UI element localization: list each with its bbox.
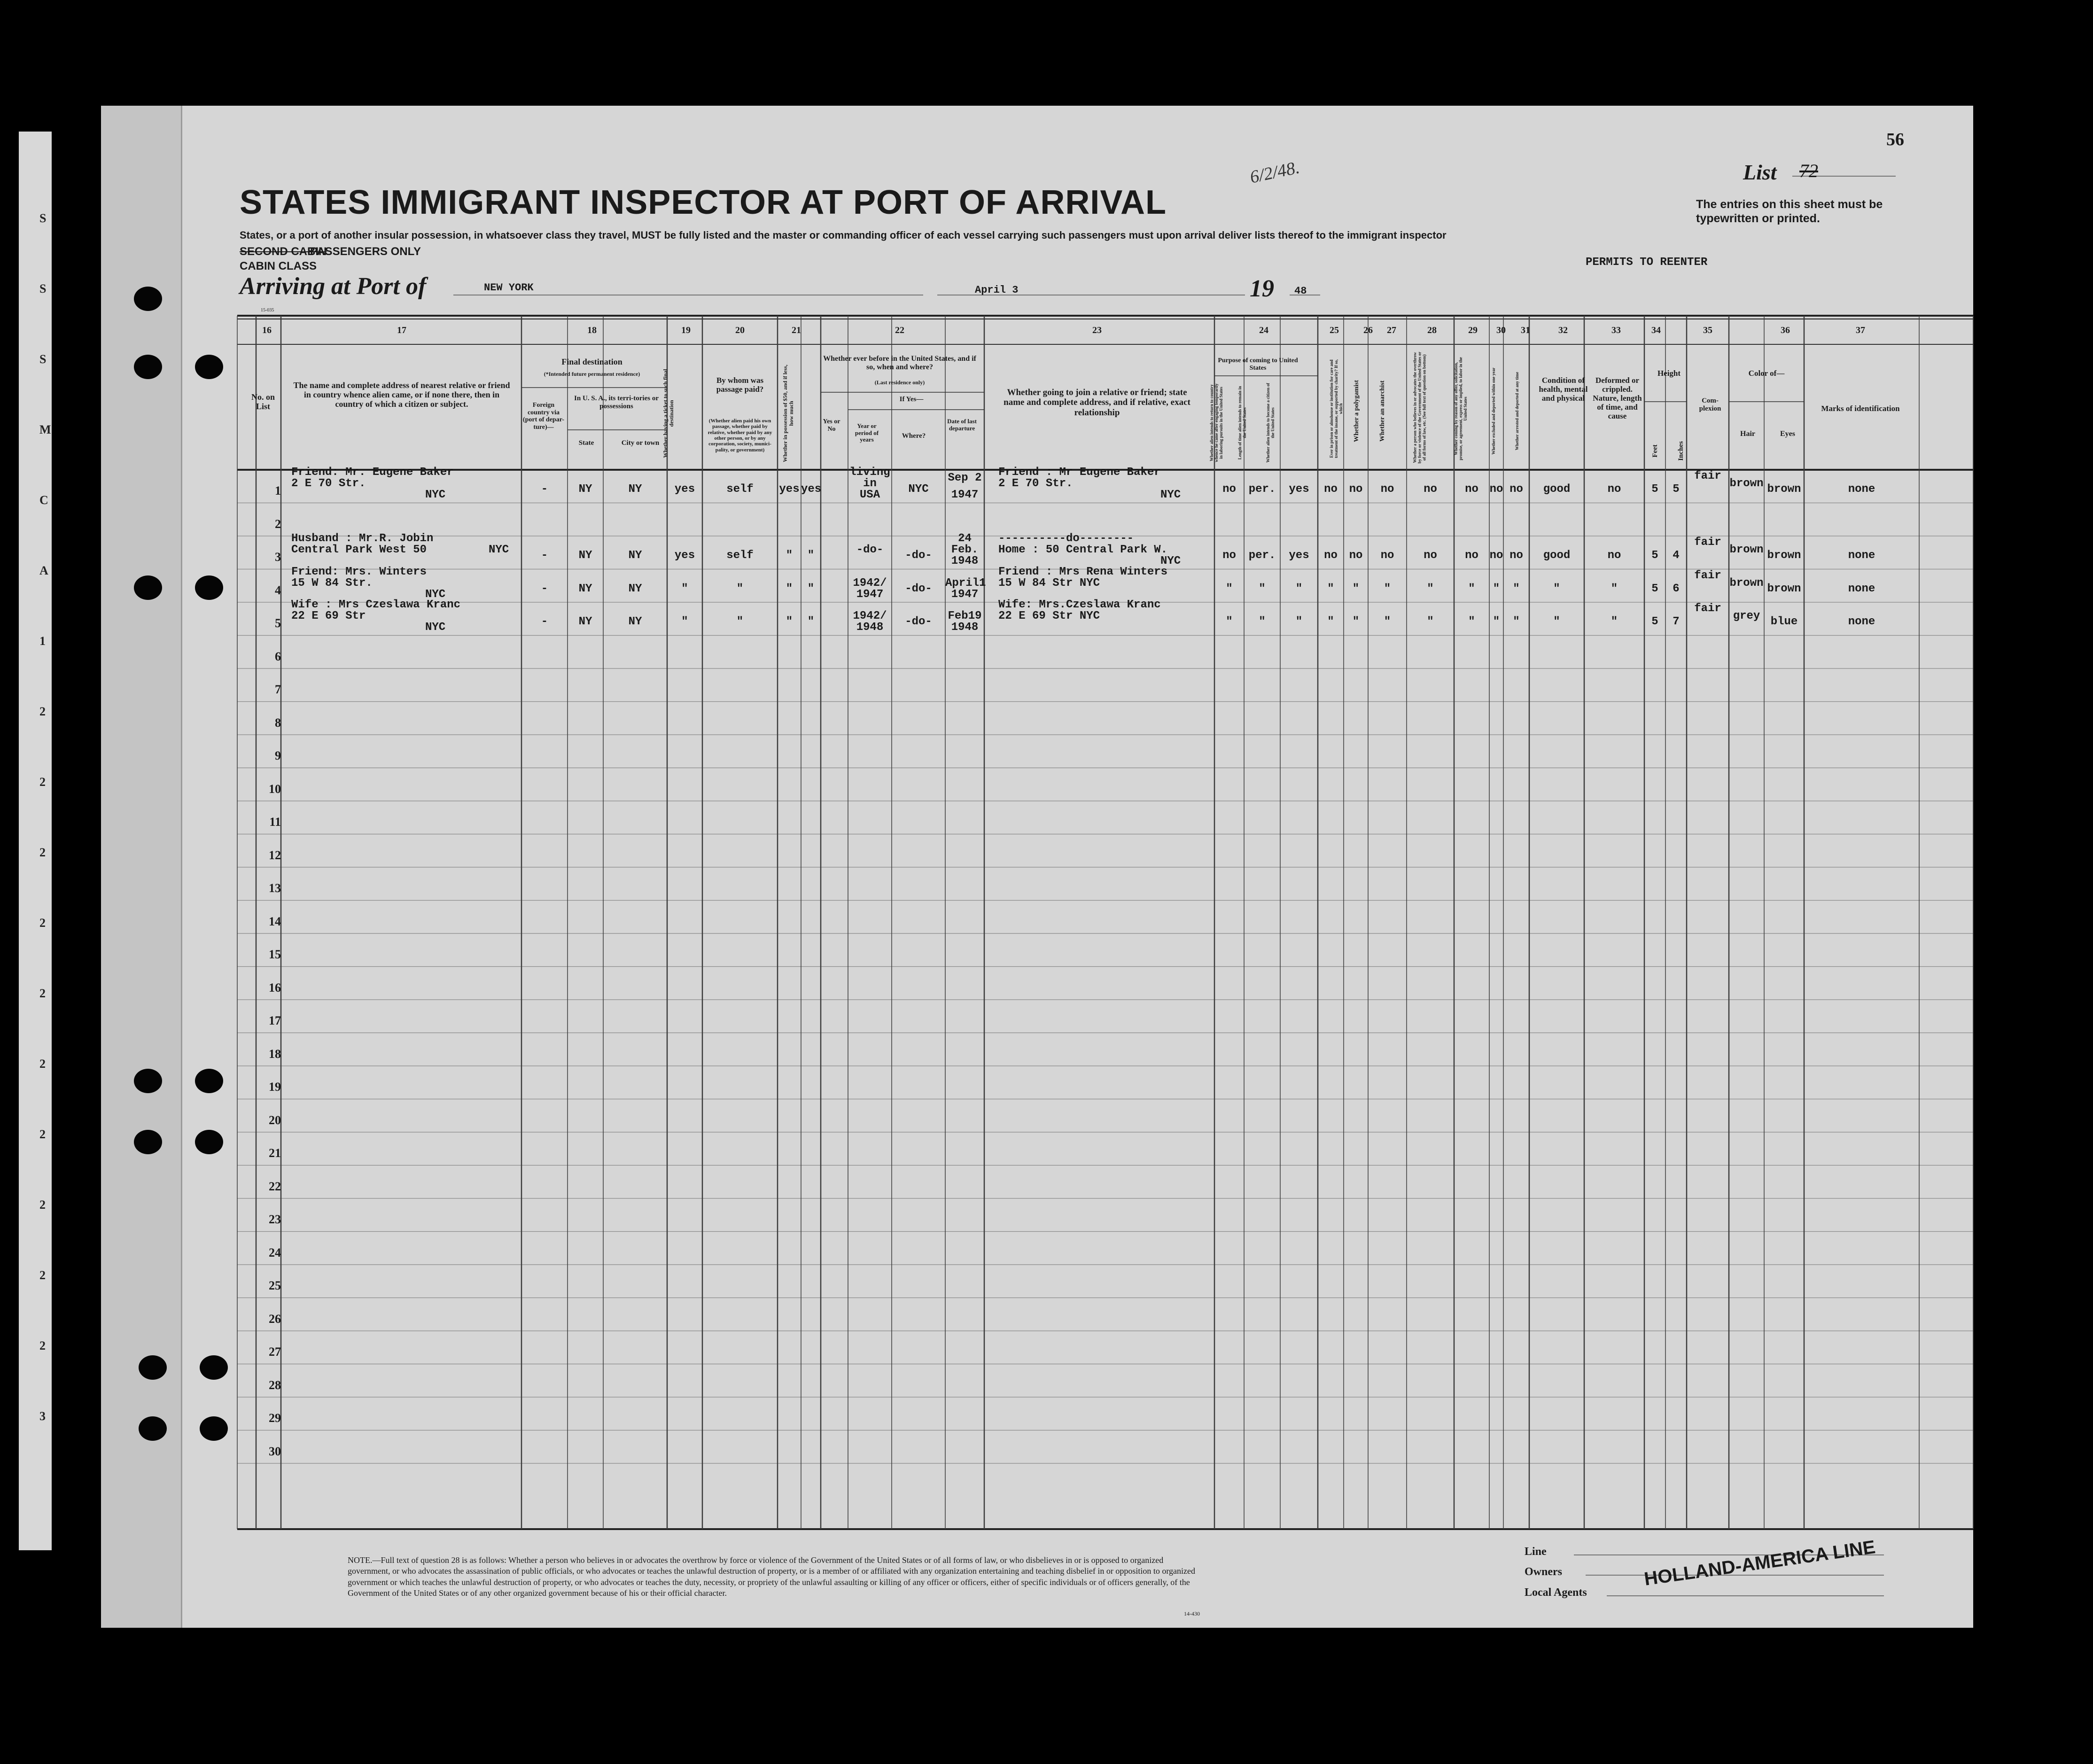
cell-length: "	[1259, 615, 1266, 628]
cell-deformed: no	[1607, 483, 1621, 496]
row-number: 13	[269, 881, 281, 895]
column-number: 36	[1781, 325, 1790, 335]
column-number: 31	[1521, 325, 1530, 335]
cell-rel_line2: 15 W 84 Str.	[291, 576, 373, 590]
cell-paid: self	[726, 549, 754, 562]
cell-join_l2: Home : 50 Central Park W.	[998, 544, 1168, 556]
cell-deformed: "	[1611, 582, 1618, 595]
cell-polyg: "	[1352, 615, 1360, 628]
cell-join_l1: Friend : Mrs Rena Winters	[998, 565, 1168, 578]
cell-yesno: "	[807, 582, 815, 595]
row-number: 5	[275, 616, 281, 630]
cell-rel_line2: Central Park West 50	[291, 544, 427, 556]
cell-yesno: "	[807, 549, 815, 562]
cell-rel_line2: 22 E 69 Str	[291, 610, 366, 622]
cell-inches: 4	[1673, 549, 1680, 562]
header-money: Whether in possession of $50, and if less, how much	[782, 365, 795, 462]
cell-deported: "	[1513, 582, 1520, 595]
cell-rel_line1: Friend: Mr. Eugene Baker	[291, 466, 454, 479]
cell-hair: brown	[1729, 477, 1764, 490]
column-number: 28	[1427, 325, 1437, 335]
cell-health: good	[1543, 549, 1571, 562]
cell-years_l3: USA	[859, 489, 880, 501]
cell-citizen: "	[1295, 615, 1303, 628]
cell-prison: no	[1324, 549, 1338, 562]
column-number: 34	[1651, 325, 1661, 335]
cell-years_l1: living	[849, 466, 890, 479]
row-number: 14	[269, 914, 281, 928]
cell-where: NYC	[908, 483, 929, 496]
cell-deformed: "	[1611, 615, 1618, 628]
cell-excluded: no	[1489, 483, 1503, 496]
adjacent-page-char: 2	[39, 1198, 46, 1212]
row-number: 30	[269, 1444, 281, 1458]
cell-health: good	[1543, 483, 1571, 496]
row-number: 20	[269, 1113, 281, 1127]
class-line-struck: SECOND CABIN	[240, 245, 327, 258]
row-number: 29	[269, 1411, 281, 1425]
cell-excluded: "	[1493, 582, 1500, 595]
column-number: 27	[1387, 325, 1396, 335]
row-number: 6	[275, 649, 281, 663]
cell-date_l2: 1947	[951, 489, 979, 501]
cell-ticket: yes	[674, 483, 695, 496]
cell-years_l2: in	[863, 477, 877, 490]
cell-return: no	[1222, 549, 1236, 562]
header-passage-paid-note: (Whether alien paid his own passage, whether paid by relative, whether paid by any other person, or by any corporation, society, munici-pality, or government)	[708, 418, 772, 453]
header-if-yes: If Yes—	[899, 396, 924, 403]
header-foreign-country: Foreign country via (port of depar-ture)—	[522, 402, 565, 431]
cell-ticket: yes	[674, 549, 695, 562]
cell-complexion: fair	[1694, 602, 1721, 615]
row-number: 16	[269, 980, 281, 995]
holland-america-stamp: HOLLAND-AMERICA LINE	[1642, 1537, 1877, 1590]
header-height: Height	[1657, 369, 1681, 378]
cell-rel_line3: NYC	[425, 588, 446, 601]
cell-where: -do-	[905, 582, 932, 595]
year-suffix: 48	[1294, 285, 1307, 297]
cell-years_l1: 1942/	[853, 610, 887, 622]
cell-foreign: -	[541, 615, 548, 628]
header-date-departure: Date of last departure	[947, 418, 977, 432]
header-health: Condition of health, mental and physical	[1539, 376, 1588, 403]
header-where: Where?	[902, 432, 926, 440]
cell-join_l3: NYC	[1160, 555, 1181, 567]
row-number: 7	[275, 683, 281, 696]
header-anarchist: Whether an anarchist	[1379, 380, 1386, 442]
cell-join_l1: Friend : Mr Eugene Baker	[998, 466, 1161, 479]
cell-years_l1: 1942/	[853, 576, 887, 590]
column-number: 16	[262, 325, 272, 335]
cell-marks: none	[1848, 483, 1875, 496]
column-number: 19	[681, 325, 691, 335]
cell-ticket: "	[681, 582, 688, 595]
cell-prison: "	[1327, 615, 1334, 628]
adjacent-page-char: 2	[39, 916, 46, 930]
cell-date_l2: 1948	[951, 621, 979, 634]
cell-city: NY	[628, 549, 642, 562]
cell-prison: "	[1327, 582, 1334, 595]
row-number: 17	[269, 1014, 281, 1027]
cell-length: per.	[1248, 483, 1276, 496]
cell-join_l2: 22 E 69 Str NYC	[998, 610, 1100, 622]
adjacent-page-char: 2	[39, 705, 46, 718]
adjacent-page-char: 2	[39, 1268, 46, 1282]
header-purpose-citizen: Whether alien intends to become a citizen of the United States	[1266, 383, 1275, 463]
cell-deformed: no	[1607, 549, 1621, 562]
cell-foreign: -	[541, 549, 548, 562]
header-inches: Inches	[1677, 441, 1685, 461]
cell-foreign: -	[541, 483, 548, 496]
cell-return: "	[1226, 615, 1233, 628]
cell-feet: 5	[1651, 549, 1658, 562]
row-number: 26	[269, 1312, 281, 1326]
cell-date_l1: Sep 2	[948, 472, 982, 484]
row-number: 21	[269, 1146, 281, 1160]
cell-state: NY	[578, 483, 592, 496]
cell-rel_line1: Friend: Mrs. Winters	[291, 565, 427, 578]
row-number: 19	[269, 1080, 281, 1094]
arrival-date: April 3	[975, 284, 1019, 296]
column-number: 17	[397, 325, 406, 335]
row-number: 24	[269, 1245, 281, 1259]
header-state: State	[578, 439, 594, 447]
row-number: 25	[269, 1279, 281, 1292]
cell-eyes: brown	[1767, 582, 1801, 595]
column-number: 23	[1092, 325, 1102, 335]
cell-excluded: no	[1489, 549, 1503, 562]
cell-anarch: no	[1380, 549, 1394, 562]
column-number: 18	[587, 325, 597, 335]
footnote-question-28: NOTE.—Full text of question 28 is as follows: Whether a person who believes in or advocates the overthrow by force or violence of the Government of the United States or of all forms of law, or who disbelieves in or is opposed to organized government, or who advocates the assassination of public officials, or who advocates or teaches the unlawful destruction of property, or is a member of or affiliated with any organization entertaining and teaching disbelief in or opposition to organized government or which teaches the unlawful destruction of property, or who advocates or teaches the duty, necessity, or propriety of the unlawful assaulting or killing of any officer or officers, either of specific individuals or of officers generally, of the Government of the United States or of any other organized government because of his or their official character.	[348, 1555, 1195, 1598]
agents-label: Local Agents	[1525, 1586, 1587, 1599]
header-deported: Whether arrested and deported at any time	[1515, 372, 1519, 451]
row-number: 8	[275, 715, 281, 730]
instruction-line: States, or a port of another insular possession, in whatsoever class they travel, MUST be fully listed and the master or commanding officer of each vessel carrying such passengers must upon arrival deliver lists thereof to the immigrant inspector	[240, 229, 1447, 241]
column-number: 21	[792, 325, 801, 335]
header-prison: Ever in prison or almshouse or institution for care and treatment of the insane, or supported by charity? If so, which	[1329, 359, 1343, 458]
cell-deported: no	[1509, 549, 1523, 562]
header-no-on-list: No. on List	[251, 392, 275, 412]
cell-anarch: "	[1384, 582, 1391, 595]
cell-polyg: no	[1349, 549, 1363, 562]
owners-label: Owners	[1525, 1566, 1562, 1578]
column-number: 35	[1703, 325, 1712, 335]
cell-city: NY	[628, 582, 642, 595]
row-number: 11	[269, 815, 281, 829]
cell-date_l1: April1	[945, 576, 986, 590]
cell-citizen: "	[1295, 582, 1303, 595]
header-complexion: Com-plexion	[1699, 397, 1721, 412]
cell-marks: none	[1848, 582, 1875, 595]
cell-ticket: "	[681, 615, 688, 628]
header-marks: Marks of identification	[1821, 404, 1900, 413]
cell-years_l2: 1948	[856, 621, 884, 634]
column-number: 32	[1558, 325, 1568, 335]
form-code: 15-035	[261, 308, 274, 313]
cell-years_l2: 1947	[856, 588, 884, 601]
cell-offer: no	[1465, 483, 1478, 496]
cell-join_l1: ----------do--------	[998, 532, 1134, 545]
cell-overthrow: "	[1427, 615, 1434, 628]
cell-polyg: no	[1349, 483, 1363, 496]
header-feet: Feet	[1651, 444, 1659, 458]
cell-overthrow: no	[1424, 483, 1437, 496]
cell-excluded: "	[1493, 615, 1500, 628]
cell-inches: 6	[1673, 582, 1680, 595]
header-excluded: Whether excluded and deported within one year	[1491, 367, 1496, 455]
entries-note: The entries on this sheet must be typewritten or printed.	[1696, 198, 1883, 225]
class-line: PASSENGERS ONLY	[310, 245, 421, 258]
cell-offer: "	[1468, 582, 1475, 595]
cell-join_l3: NYC	[1160, 489, 1181, 501]
cell-join_l1: Wife: Mrs.Czeslawa Kranc	[998, 598, 1161, 611]
cell-rel_line3: NYC	[425, 621, 446, 634]
cell-return: no	[1222, 483, 1236, 496]
cell-state: NY	[578, 549, 592, 562]
header-final-destination-note: (*Intended future permanent residence)	[544, 371, 640, 377]
column-number: 20	[735, 325, 745, 335]
cell-deported: no	[1509, 483, 1523, 496]
cell-paid: "	[736, 615, 744, 628]
line-label: Line	[1525, 1546, 1547, 1558]
column-number: 25	[1330, 325, 1339, 335]
cell-join_l2: 2 E 70 Str.	[998, 477, 1073, 490]
adjacent-page-char: 1	[39, 634, 46, 648]
cell-return: "	[1226, 582, 1233, 595]
handwritten-date: 6/2/48.	[1248, 157, 1301, 187]
adjacent-page-char: 2	[39, 775, 46, 789]
adjacent-page-char: 2	[39, 1339, 46, 1352]
header-city: City or town	[621, 439, 660, 447]
cell-paid: "	[736, 582, 744, 595]
cell-marks: none	[1848, 615, 1875, 628]
adjacent-page-char: M	[39, 423, 51, 436]
adjacent-page-char: A	[39, 564, 48, 577]
adjacent-page-char: 3	[39, 1409, 46, 1423]
cell-money: "	[786, 549, 793, 562]
cell-feet: 5	[1651, 615, 1658, 628]
cell-city: NY	[628, 615, 642, 628]
cell-date_l2: 1947	[951, 588, 979, 601]
cell-paid: self	[726, 483, 754, 496]
row-number: 9	[275, 749, 281, 762]
row-number: 22	[269, 1179, 281, 1193]
cell-money: "	[786, 582, 793, 595]
adjacent-page-char: 2	[39, 987, 46, 1000]
cell-anarch: no	[1380, 483, 1394, 496]
arriving-label: Arriving at Port of	[240, 273, 427, 300]
cell-overthrow: "	[1427, 582, 1434, 595]
cell-state: NY	[578, 615, 592, 628]
cell-date_l3: 1948	[951, 555, 979, 567]
row-number: 15	[269, 948, 281, 961]
cell-state: NY	[578, 582, 592, 595]
row-number: 27	[269, 1345, 281, 1359]
cell-date_l1: Feb19	[948, 610, 982, 622]
header-purpose: Purpose of coming to United States	[1218, 357, 1298, 372]
cell-health: "	[1553, 582, 1560, 595]
cell-anarch: "	[1384, 615, 1391, 628]
column-number: 26	[1363, 325, 1373, 335]
permits-to-reenter: PERMITS TO REENTER	[1586, 256, 1708, 269]
row-number: 23	[269, 1212, 281, 1226]
cell-citizen: yes	[1289, 549, 1309, 562]
header-ticket: Whether having a ticket to such final destination	[662, 369, 675, 458]
cell-feet: 5	[1651, 582, 1658, 595]
cell-deported: "	[1513, 615, 1520, 628]
form-number: 14-430	[1184, 1610, 1200, 1617]
cell-money: "	[786, 615, 793, 628]
column-number: 30	[1496, 325, 1506, 335]
cell-hair: brown	[1729, 544, 1764, 556]
row-number: 3	[275, 550, 281, 564]
cell-money: yes	[779, 483, 800, 496]
cell-overthrow: no	[1424, 549, 1437, 562]
cell-hair: grey	[1733, 610, 1760, 622]
page-number: 56	[1886, 130, 1904, 149]
cell-where: -do-	[905, 615, 932, 628]
row-number: 10	[269, 782, 281, 796]
header-eyes: Eyes	[1780, 430, 1795, 438]
row-number: 18	[269, 1047, 281, 1061]
header-offer-to-labor: Whether coming by reason of any offer, solicitation, promise, or agreement, express or implied, to labor in the United States	[1454, 357, 1468, 460]
list-label: List	[1743, 160, 1777, 184]
cell-date_l2: Feb.	[951, 544, 979, 556]
cell-hair: brown	[1729, 576, 1764, 590]
cell-health: "	[1553, 615, 1560, 628]
cell-inches: 7	[1673, 615, 1680, 628]
cell-complexion: fair	[1694, 569, 1721, 582]
column-number: 22	[895, 325, 904, 335]
header-color-of: Color of—	[1748, 369, 1785, 378]
header-ever-before-note: (Last residence only)	[874, 379, 925, 386]
year-prefix: 19	[1250, 275, 1274, 302]
column-number: 24	[1259, 325, 1268, 335]
header-deformed: Deformed or crippled. Nature, length of time, and cause	[1593, 376, 1642, 421]
cell-complexion: fair	[1694, 470, 1721, 482]
header-purpose-return: Whether alien intends to return to country whence he came after engaging temporarily in laboring pursuits in the United States	[1209, 383, 1223, 462]
cell-feet: 5	[1651, 483, 1658, 496]
header-going-to-join: Whether going to join a relative or friend; state name and complete address, and if relative, exact relationship	[1004, 388, 1190, 418]
cell-foreign: -	[541, 582, 548, 595]
cell-date_l1: 24	[958, 532, 972, 545]
header-polygamist: Whether a polygamist	[1353, 380, 1360, 442]
cell-where: -do-	[905, 549, 932, 562]
adjacent-page-char: S	[39, 352, 47, 366]
adjacent-page-char: S	[39, 282, 47, 295]
row-number: 1	[275, 484, 281, 497]
cell-inches: 5	[1673, 483, 1680, 496]
adjacent-page-char: 2	[39, 1057, 46, 1071]
cell-rel_line2: 2 E 70 Str.	[291, 477, 366, 490]
cell-join_l2: 15 W 84 Str NYC	[998, 576, 1100, 590]
cell-offer: no	[1465, 549, 1478, 562]
row-number: 12	[269, 848, 281, 862]
header-hair: Hair	[1740, 430, 1755, 438]
list-number: 72	[1799, 160, 1818, 181]
form-title: STATES IMMIGRANT INSPECTOR AT PORT OF ARRIVAL	[240, 184, 1167, 221]
header-final-destination: Final destination	[561, 357, 622, 366]
column-number: 33	[1611, 325, 1621, 335]
cell-citizen: yes	[1289, 483, 1309, 496]
cell-years_l1: -do-	[856, 544, 884, 556]
adjacent-page-char: 2	[39, 1127, 46, 1141]
cell-city: NY	[628, 483, 642, 496]
header-purpose-length: Length of time alien intends to remain in the United States	[1237, 386, 1247, 460]
header-overthrow: Whether a person who believes in or advocates the overthrow by force or violence of the Government of the United States or of all forms of law, etc. (See full text of question on bottom)	[1412, 351, 1427, 464]
adjacent-page-char: C	[39, 493, 48, 507]
cell-length: "	[1259, 582, 1266, 595]
column-number: 29	[1468, 325, 1478, 335]
row-number: 4	[275, 583, 281, 597]
header-nearest-relative: The name and complete address of nearest relative or friend in country whence alien came, or if none there, then in country of which a citizen or subject.	[293, 381, 510, 409]
header-ever-before: Whether ever before in the United States, and if so, when and where?	[823, 355, 976, 371]
cell-rel_line1: Wife : Mrs Czeslawa Kranc	[291, 598, 461, 611]
header-year-period: Year or period of years	[855, 422, 879, 443]
row-number: 2	[275, 517, 281, 531]
cell-eyes: brown	[1767, 549, 1801, 562]
cell-prison: no	[1324, 483, 1338, 496]
cell-eyes: brown	[1767, 483, 1801, 496]
row-number: 28	[269, 1378, 281, 1392]
column-number: 37	[1856, 325, 1865, 335]
cell-length: per.	[1248, 549, 1276, 562]
cell-polyg: "	[1352, 582, 1360, 595]
cell-yesno: yes	[801, 483, 822, 496]
port-name: NEW YORK	[484, 282, 534, 294]
cell-rel_line3: NYC	[489, 544, 509, 556]
cell-rel_line3: NYC	[425, 489, 446, 501]
cell-rel_line1: Husband : Mr.R. Jobin	[291, 532, 434, 545]
header-yes-or-no: Yes or No	[823, 418, 840, 433]
adjacent-page-char: 2	[39, 846, 46, 859]
cell-offer: "	[1468, 615, 1475, 628]
header-in-usa: In U. S. A., its terri-tories or possessions	[574, 395, 659, 410]
adjacent-page-char: S	[39, 211, 47, 225]
cell-complexion: fair	[1694, 536, 1721, 549]
cell-eyes: blue	[1770, 615, 1798, 628]
cabin-class: CABIN CLASS	[240, 260, 317, 272]
header-passage-paid: By whom was passage paid?	[716, 376, 764, 394]
cell-marks: none	[1848, 549, 1875, 562]
cell-yesno: "	[807, 615, 815, 628]
